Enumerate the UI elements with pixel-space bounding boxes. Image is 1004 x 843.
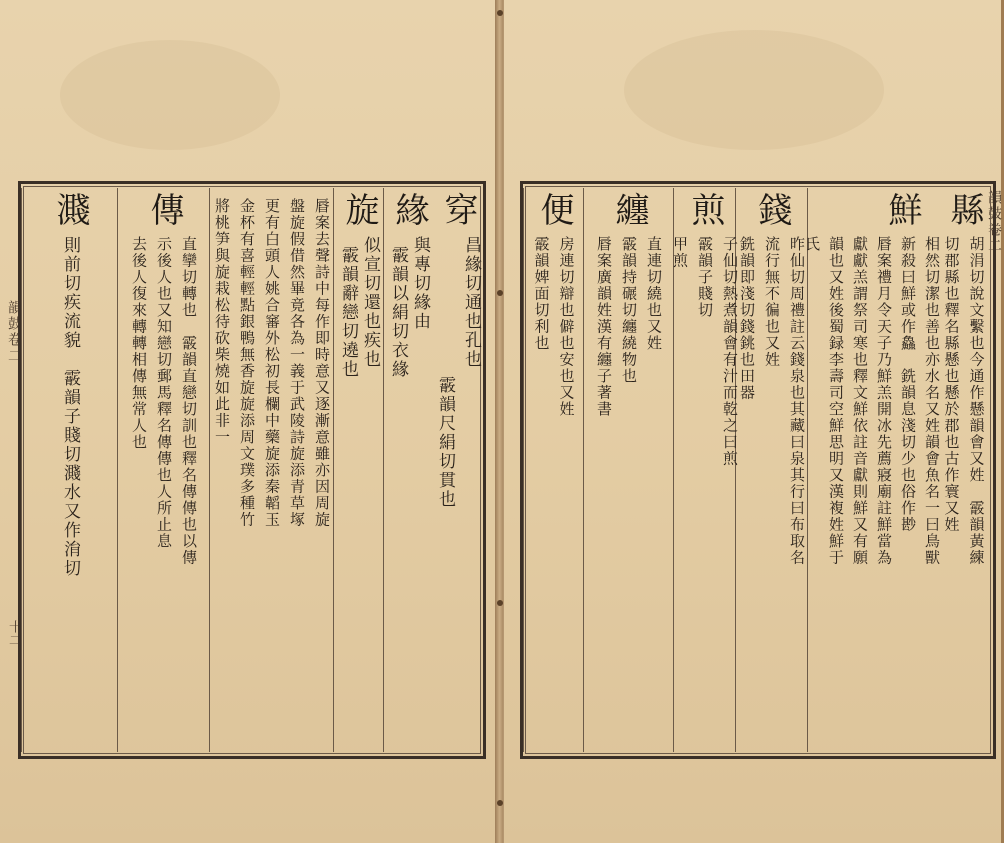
head-character: 鮮 <box>882 192 922 226</box>
commentary-line: 將桃笋與旋栽松待砍柴燒如此非一 <box>213 198 231 446</box>
entry-gloss <box>434 226 482 509</box>
entry-gloss <box>801 226 943 566</box>
gloss-line: 昨仙切周禮註云錢泉也其藏曰泉其行曰布取名 <box>788 236 806 566</box>
entry-column <box>383 188 434 752</box>
gloss-line: 示後人也又知戀切郵馬釋名傳傳也人所止息 <box>155 236 173 550</box>
gloss-line: 房連切辯也僻也安也又姓 <box>557 236 576 418</box>
commentary-column <box>209 188 334 752</box>
gloss-line: 霰韻婢面切利也 <box>532 236 551 352</box>
gloss-line: 銑韻即淺切錢銚也田器 <box>738 236 756 401</box>
paper-stain <box>60 40 280 150</box>
entry-gloss <box>531 226 578 418</box>
gloss-line: 霰韻子賤切 <box>696 236 714 319</box>
entry-gloss <box>941 226 988 566</box>
entry-column <box>935 188 993 752</box>
entry-gloss <box>736 226 808 566</box>
gloss-line: 胡涓切說文繫也今通作懸韻會又姓 霰韻黃練 <box>967 236 986 566</box>
paper-stain <box>624 30 884 150</box>
left-page <box>0 0 498 843</box>
gloss-line: 霰韻辭戀切遶也 <box>338 246 358 379</box>
head-character: 纏 <box>609 192 649 226</box>
gloss-line: 似宣切還也疾也 <box>360 236 380 369</box>
left-text-frame <box>18 181 486 759</box>
head-character: 穿 <box>438 192 478 226</box>
head-character: 煎 <box>685 192 725 226</box>
gloss-line: 韻也又姓後蜀録李壽司空鮮思明又漢複姓鮮于 <box>827 236 845 566</box>
commentary-line: 盤旋假借然畢竟各為一義于武陵詩旋添青草塚 <box>288 198 306 528</box>
head-character: 傳 <box>144 192 184 226</box>
commentary-line: 㫳案去聲詩中每作即時意又逐漸意雖亦因周旋 <box>313 198 331 528</box>
gloss-line: 霰韻以絹切衣緣 <box>388 246 408 379</box>
gloss-line: 昌緣切通也孔也 <box>461 236 481 369</box>
head-character: 濺 <box>50 192 90 226</box>
gloss-line: 相然切潔也善也亦水名又姓韻會魚名一曰鳥獸 <box>923 236 941 566</box>
head-character: 旋 <box>339 192 379 226</box>
entry-gloss <box>593 226 665 418</box>
entry-column <box>433 188 483 752</box>
entry-column <box>735 188 808 752</box>
right-page <box>503 0 1001 843</box>
gloss-line: 流行無不徧也又姓 <box>763 236 781 368</box>
entry-column <box>117 188 210 752</box>
gloss-line: 則前切疾流貌 霰韻子賤切濺水又作㳙切 <box>60 236 80 578</box>
head-character: 便 <box>534 192 574 226</box>
head-character: 錢 <box>752 192 792 226</box>
entry-gloss <box>669 226 741 467</box>
commentary-line: 金杯有喜輕輕點銀鴨無香旋旋添周文璞多種竹 <box>238 198 256 528</box>
left-margin-title: 韻鼓卷二 <box>6 300 22 364</box>
entry-column <box>21 188 118 752</box>
right-margin-title: 韻鼓卷二 <box>986 190 1002 254</box>
commentary-block <box>211 188 333 528</box>
head-character: 緣 <box>389 192 429 226</box>
gloss-line: 㫳案廣韻姓漢有纏子著書 <box>595 236 613 418</box>
head-character: 縣 <box>944 192 984 226</box>
entry-column <box>583 188 674 752</box>
entry-column <box>671 188 739 752</box>
gloss-line: 直連切繞也又姓 <box>645 236 663 352</box>
gloss-line: 新殺曰鮮或作鱻 銑韻息淺切少也俗作尠 <box>899 236 917 533</box>
right-text-frame <box>520 181 996 759</box>
commentary-line: 更有白頭人姚合䆺外松初長欄中藥旋添秦韜玉 <box>263 198 281 528</box>
gloss-line: 甲煎 <box>671 236 689 269</box>
gloss-line: 直攣切轉也 霰韻直戀切訓也釋名傳傳也以傳 <box>180 236 198 566</box>
gloss-line: 與專切緣由 <box>410 236 430 331</box>
gloss-line: 氏 <box>803 236 821 253</box>
gloss-line: 霰韻持碾切纏繞物也 <box>620 236 638 385</box>
entry-column <box>523 188 584 752</box>
entry-gloss <box>337 226 381 379</box>
entry-column <box>803 188 941 752</box>
left-page-number: 十二 <box>6 620 21 646</box>
gloss-line: 獻獻羔謂祭司寒也釋文鮮依註音獻則鮮又有願 <box>851 236 869 566</box>
entry-gloss <box>59 226 81 578</box>
gloss-line: 㫳案禮月令天子乃鮮羔開冰先薦寢廟註鮮當為 <box>875 236 893 566</box>
gloss-line: 切郡縣也釋名縣懸也懸於郡也古作寰又姓 <box>942 236 961 533</box>
entry-gloss <box>128 226 200 566</box>
gloss-line: 去後人復來轉轉相傳無常人也 <box>130 236 148 451</box>
gloss-line: 子仙切熱煮韻會有汁而乾之曰煎 <box>721 236 739 467</box>
entry-gloss <box>387 226 431 379</box>
gloss-line: 霰韻尺絹切貫也 <box>435 376 455 509</box>
entry-column <box>333 188 384 752</box>
